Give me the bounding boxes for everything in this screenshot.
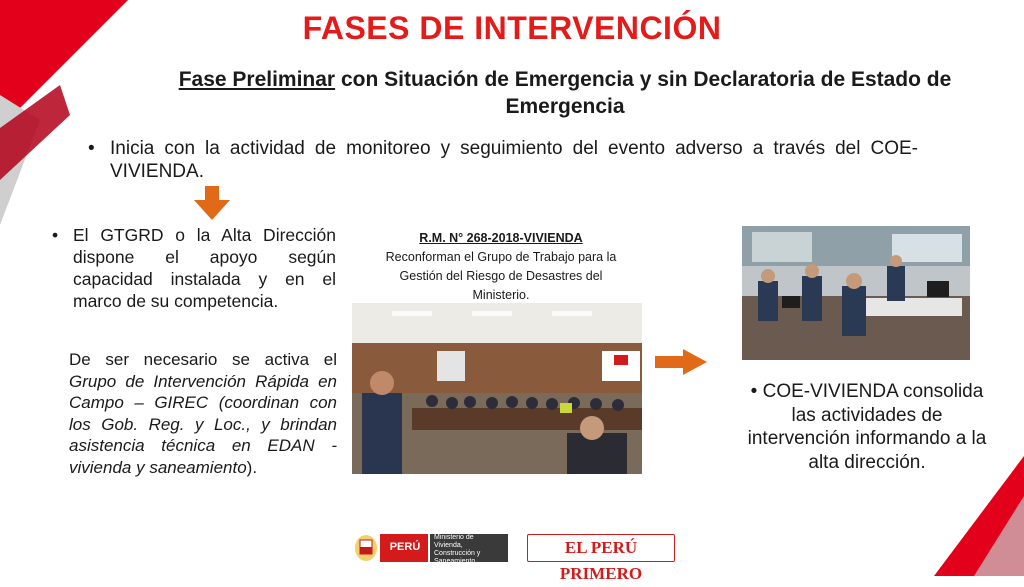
- left-bullet-text: • El GTGRD o la Alta Dirección dispone el apoyo según capacidad instalada y en el marco de su competencia.: [52, 224, 336, 312]
- rm-caption: [372, 229, 630, 305]
- coe-photo: [742, 226, 970, 360]
- left-bullet: [52, 224, 336, 312]
- right-bullet: [742, 380, 992, 474]
- left-para-part-3: en Campo – GIREC: [69, 371, 338, 412]
- bottom-right-decoration: [934, 456, 1024, 576]
- subtitle: [150, 66, 980, 120]
- meeting-photo: [352, 303, 642, 474]
- top-bullet: [88, 137, 918, 183]
- ministry-text: Ministerio de Vivienda, Construcción y Saneamiento: [434, 534, 481, 565]
- subtitle-underlined: Fase Preliminar: [178, 68, 336, 91]
- slogan-logo: EL PERÚ PRIMERO: [527, 534, 675, 562]
- page-title: FASES DE INTERVENCIÓN: [302, 10, 722, 46]
- top-bullet-text: • Inicia con la actividad de monitoreo y seguimiento del evento adverso a través del COE-VIVIENDA.: [88, 137, 918, 183]
- down-arrow-icon: [194, 186, 230, 220]
- right-bullet-text: COE-VIVIENDA consolida las actividades de intervención informando a la alta dirección.: [747, 381, 987, 473]
- peru-shield-icon: [355, 535, 377, 561]
- subtitle-rest: con Situación de Emergencia y sin Declaratoria de Estado de Emergencia: [335, 68, 952, 118]
- left-para-part-2: Grupo de Intervención Rápida: [69, 371, 309, 391]
- left-para-part-4: (coordinan con los Gob. Reg. y Loc., y brindan asistencia técnica en EDAN - vivienda y saneamiento: [69, 393, 338, 477]
- peru-label: PERÚ: [389, 541, 421, 553]
- left-para-part-1: De ser necesario se activa el: [69, 350, 337, 369]
- left-paragraph: [69, 349, 337, 478]
- right-bullet-dot: •: [750, 381, 763, 402]
- rm-title: R.M. N° 268-2018-VIVIENDA: [419, 231, 583, 245]
- left-para-part-5: ).: [246, 457, 258, 477]
- right-arrow-icon: [655, 349, 707, 375]
- rm-text: Reconforman el Grupo de Trabajo para la Gestión del Riesgo de Desastres del Ministerio.: [385, 250, 617, 302]
